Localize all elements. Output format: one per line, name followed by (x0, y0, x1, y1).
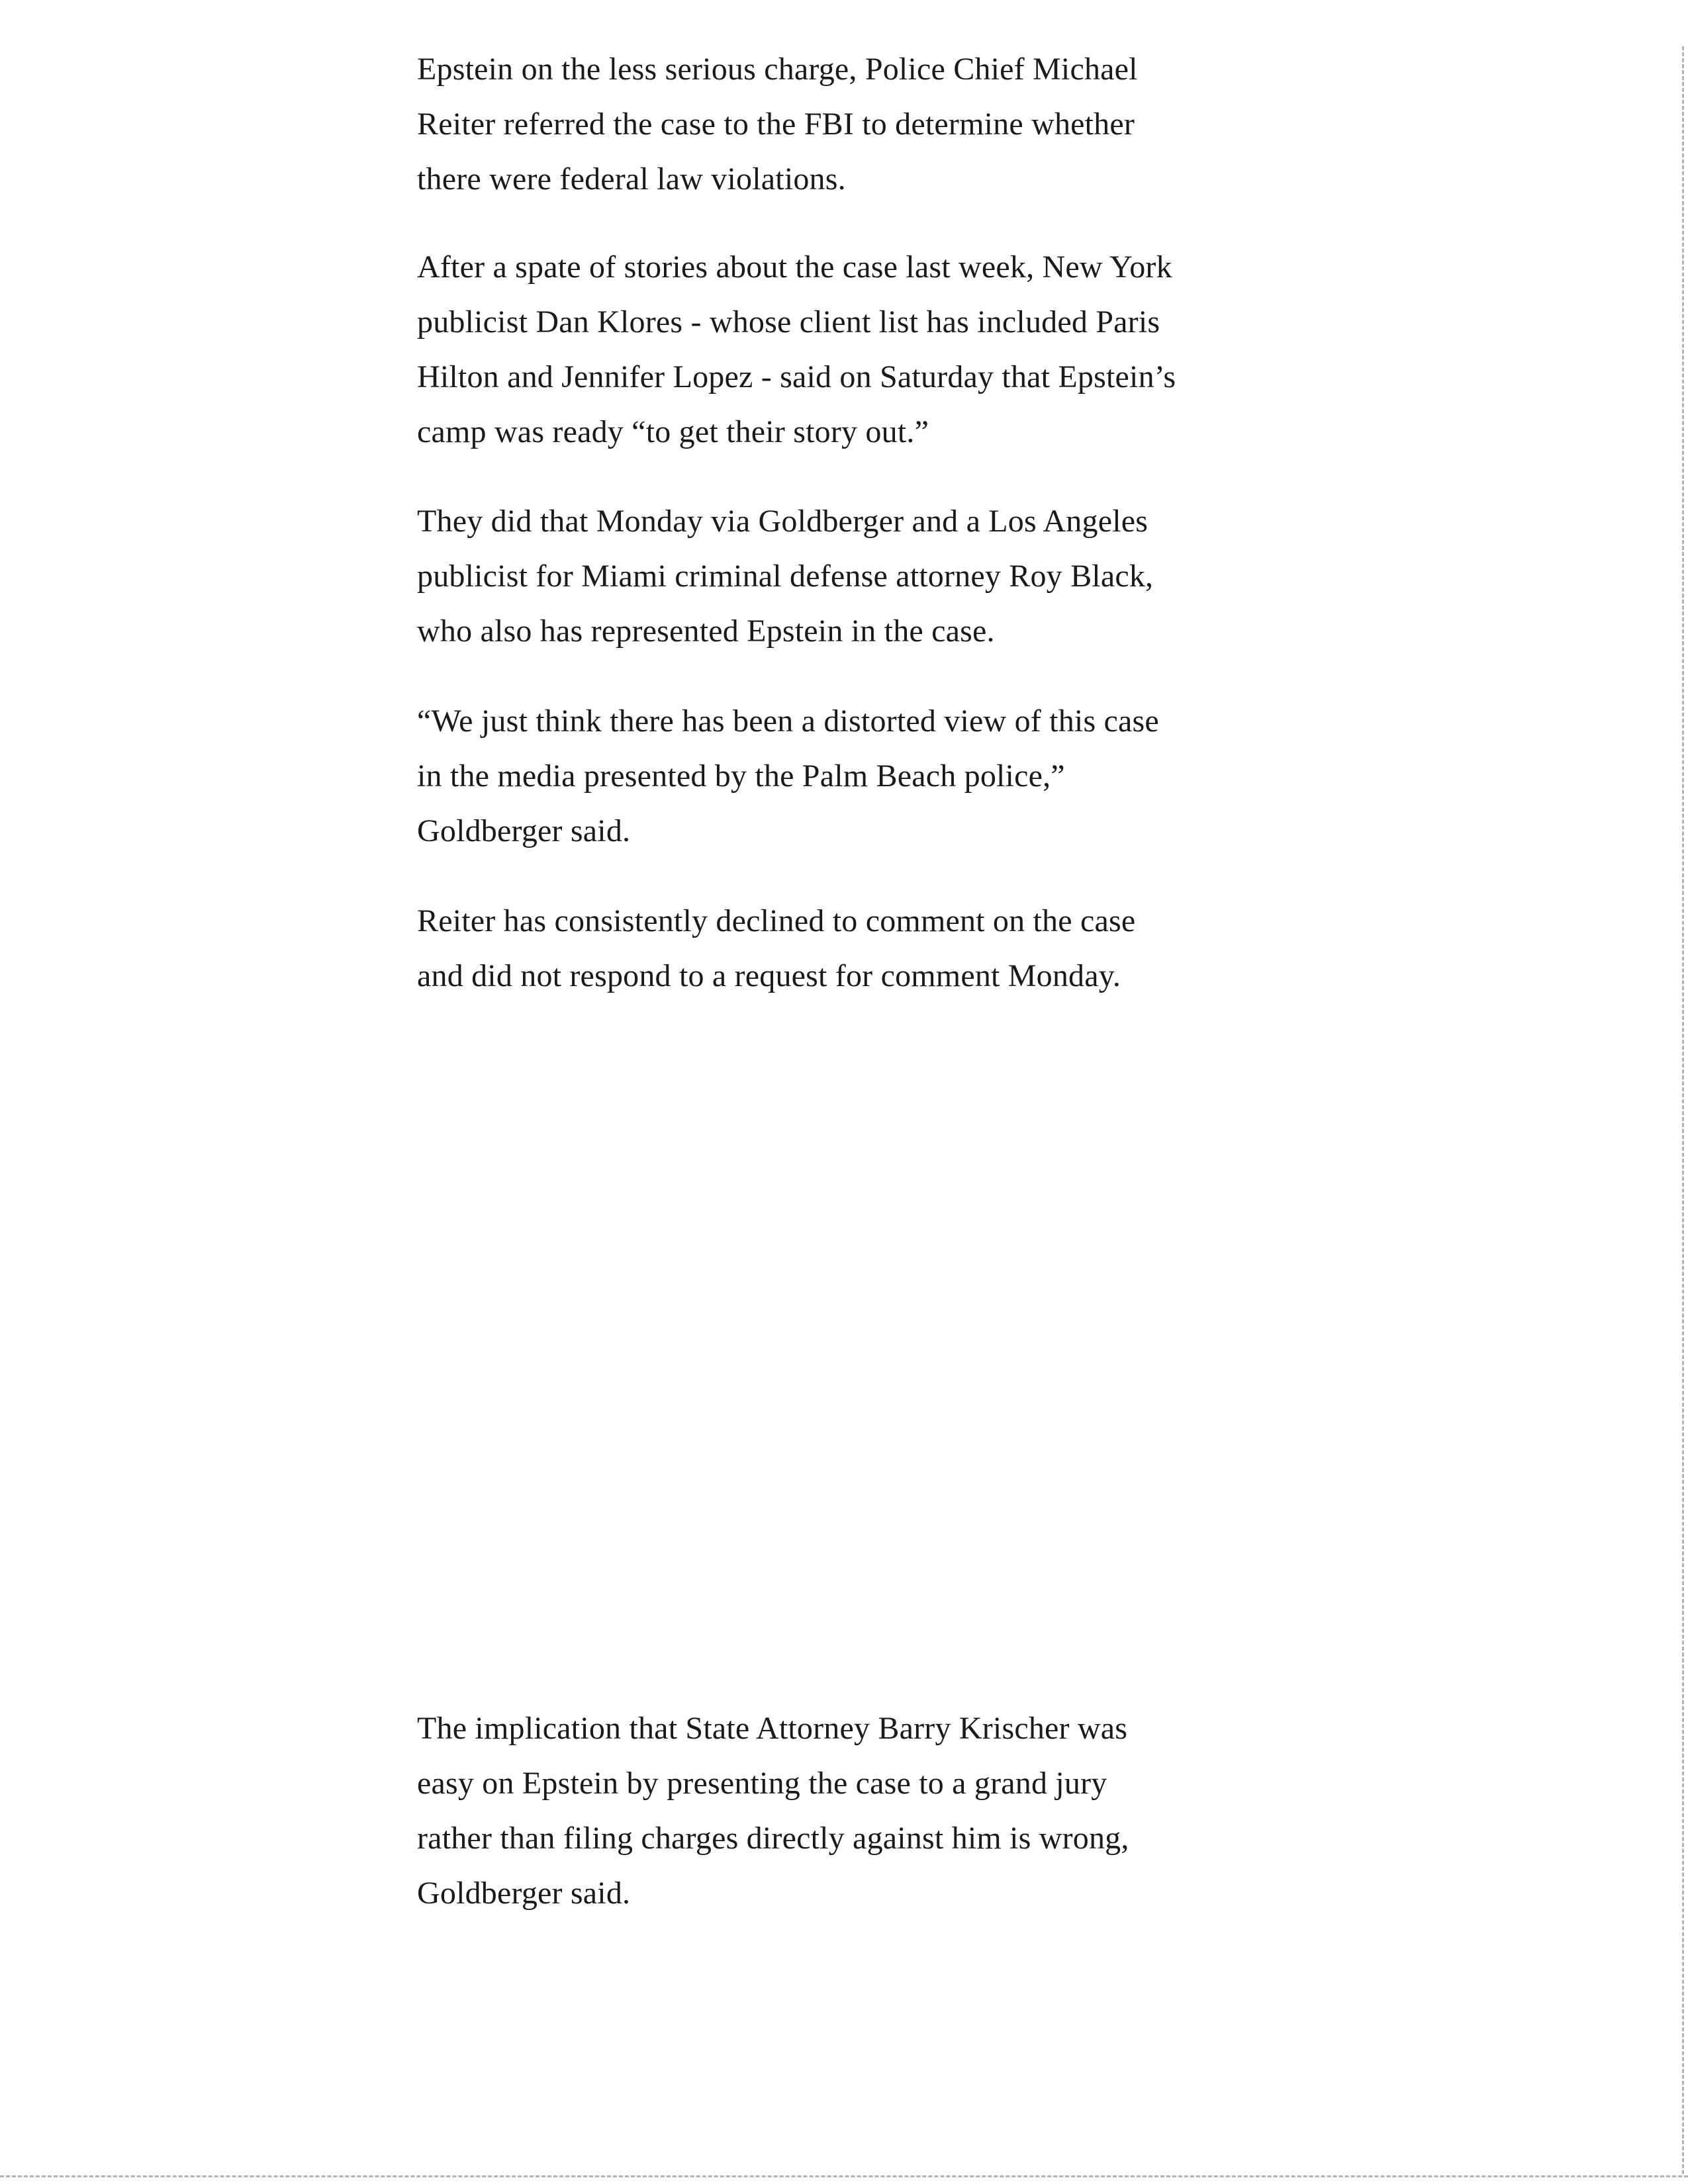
paragraph-line: publicist Dan Klores - whose client list has included Paris (417, 304, 1160, 340)
paragraph-publicist-klores (417, 240, 1271, 459)
paragraph-line: who also has represented Epstein in the case. (417, 614, 995, 649)
paragraph-line: camp was ready “to get their story out.” (417, 414, 929, 449)
paragraph-line: “We just think there has been a distorted view of this case (417, 704, 1159, 739)
paragraph-reiter-declined (417, 893, 1271, 1003)
paragraph-line: Goldberger said. (417, 1876, 631, 1911)
paragraph-line: The implication that State Attorney Barry Krischer was (417, 1711, 1128, 1746)
paragraph-line: and did not respond to a request for comment Monday. (417, 958, 1121, 993)
paragraph-line: They did that Monday via Goldberger and a Los Angeles (417, 504, 1149, 539)
paragraph-distorted-view-quote (417, 694, 1271, 858)
paragraph-line: publicist for Miami criminal defense attorney Roy Black, (417, 559, 1154, 594)
paragraph-state-attorney-krischer (417, 1701, 1271, 1921)
paragraph-line: rather than filing charges directly against him is wrong, (417, 1821, 1129, 1856)
paragraph-line: Hilton and Jennifer Lopez - said on Saturday that Epstein’s (417, 359, 1176, 394)
scan-edge-bottom (0, 2175, 1688, 2177)
paragraph-line: Reiter has consistently declined to comment on the case (417, 903, 1136, 938)
paragraph-line: Goldberger said. (417, 813, 631, 848)
paragraph-line: in the media presented by the Palm Beach police,” (417, 758, 1065, 794)
paragraph-line: easy on Epstein by presenting the case to a grand jury (417, 1766, 1107, 1801)
scan-edge-right (1682, 46, 1684, 2174)
paragraph-line: Epstein on the less serious charge, Police Chief Michael (417, 52, 1138, 87)
paragraph-police-chief-referral (417, 42, 1271, 206)
paragraph-line: there were federal law violations. (417, 161, 846, 197)
paragraph-line: After a spate of stories about the case last week, New York (417, 250, 1172, 285)
paragraph-goldberger-monday (417, 494, 1271, 659)
paragraph-line: Reiter referred the case to the FBI to determine whether (417, 107, 1135, 142)
